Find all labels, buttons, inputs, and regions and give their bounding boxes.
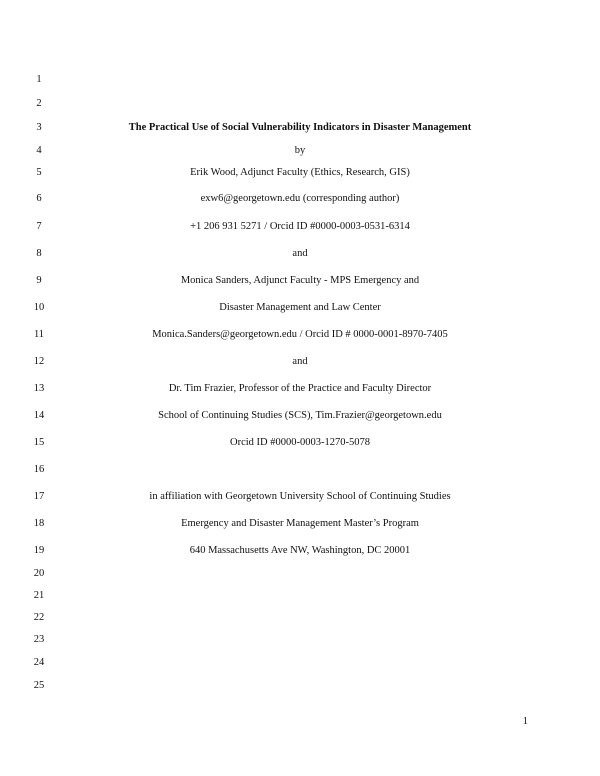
line-text: 640 Massachusetts Ave NW, Washington, DC 20001 [189,545,411,556]
manuscript-line [0,328,600,342]
line-number: 19 [33,545,45,556]
line-number: 8 [36,248,42,259]
manuscript-line [0,301,600,315]
manuscript-line [0,220,600,234]
line-number: 25 [33,680,45,691]
line-text: in affiliation with Georgetown University School of Continuing Studies [149,491,451,502]
line-number: 13 [33,383,45,394]
line-text: and [292,356,308,367]
manuscript-line [0,247,600,261]
line-text: School of Continuing Studies (SCS), Tim.Frazier@georgetown.edu [158,410,442,421]
line-number: 7 [36,221,42,232]
line-text: Emergency and Disaster Management Master’s Program [181,518,419,529]
line-text: exw6@georgetown.edu (corresponding author) [200,193,400,204]
manuscript-line [0,517,600,531]
line-number: 5 [36,167,42,178]
line-text: Erik Wood, Adjunct Faculty (Ethics, Research, GIS) [190,167,410,178]
line-text: Disaster Management and Law Center [219,302,381,313]
manuscript-line [0,166,600,180]
manuscript-line [0,192,600,206]
line-number: 17 [33,491,45,502]
line-number: 21 [33,590,45,601]
line-number: 16 [33,464,45,475]
manuscript-line [0,274,600,288]
line-number: 11 [33,329,45,340]
line-number: 3 [36,122,42,133]
line-number: 9 [36,275,42,286]
line-number: 23 [33,634,45,645]
line-number: 24 [33,657,45,668]
manuscript-line [0,97,600,111]
line-number: 12 [33,356,45,367]
manuscript-line [0,382,600,396]
manuscript-line [0,409,600,423]
manuscript-line [0,144,600,158]
manuscript-line [0,355,600,369]
line-number: 2 [36,98,42,109]
paper-title: The Practical Use of Social Vulnerability Indicators in Disaster Management [128,122,472,133]
manuscript-line [0,490,600,504]
line-number: 20 [33,568,45,579]
line-number: 14 [33,410,45,421]
line-number: 22 [33,612,45,623]
line-number: 4 [36,145,42,156]
line-text: Dr. Tim Frazier, Professor of the Practice and Faculty Director [168,383,432,394]
line-number: 15 [33,437,45,448]
line-number: 6 [36,193,42,204]
line-number: 18 [33,518,45,529]
manuscript-line [0,679,600,693]
line-text: +1 206 931 5271 / Orcid ID #0000-0003-0531-6314 [190,221,410,232]
manuscript-line [0,436,600,450]
page-number: 1 [522,716,528,727]
manuscript-line [0,656,600,670]
line-text: Monica Sanders, Adjunct Faculty - MPS Emergency and [180,275,420,286]
line-number: 1 [36,74,42,85]
line-text: Orcid ID #0000-0003-1270-5078 [230,437,370,448]
line-number: 10 [33,302,45,313]
manuscript-line [0,611,600,625]
manuscript-line [0,567,600,581]
manuscript-line [0,544,600,558]
line-text: Monica.Sanders@georgetown.edu / Orcid ID # 0000-0001-8970-7405 [152,329,448,340]
line-text: by [294,145,306,156]
manuscript-line [0,73,600,87]
manuscript-line [0,589,600,603]
line-text: and [292,248,308,259]
manuscript-line [0,633,600,647]
manuscript-line [0,121,600,135]
manuscript-line [0,463,600,477]
